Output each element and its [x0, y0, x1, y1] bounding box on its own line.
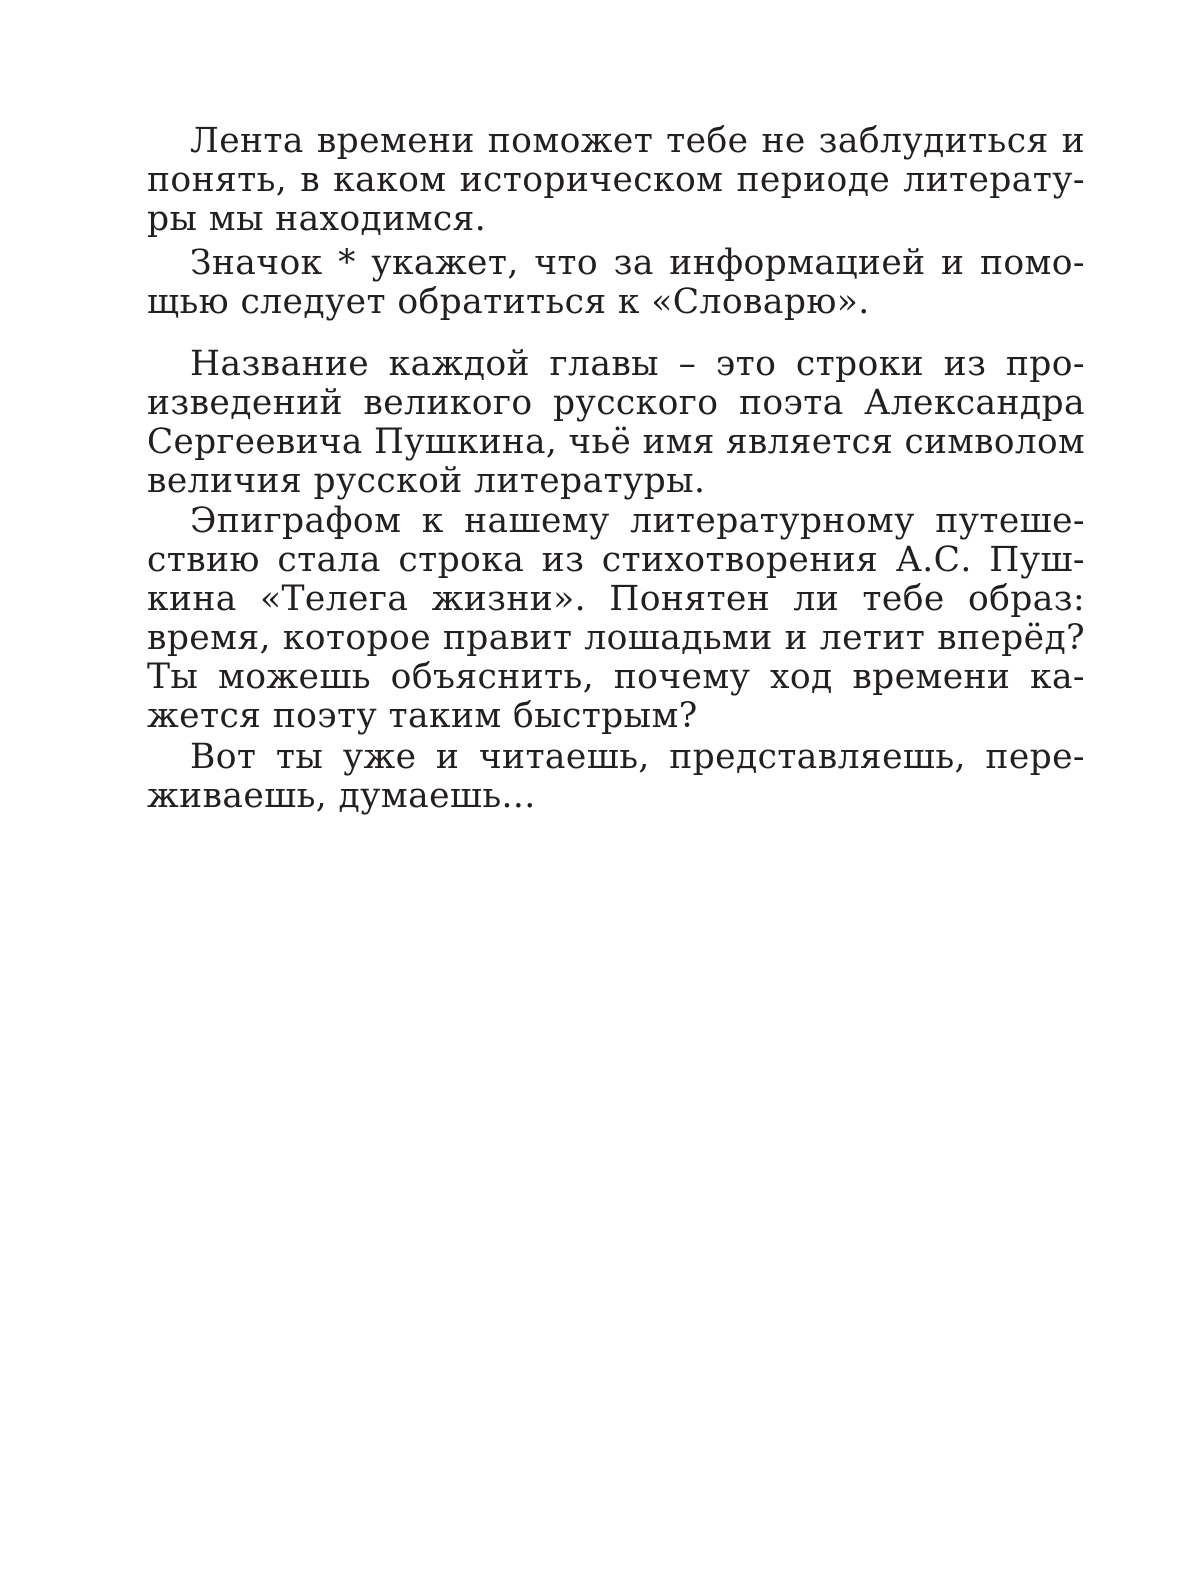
text-line: Вот ты уже и читаешь, представляешь, пере-: [190, 737, 1085, 777]
text-line: Название каждой главы – это строки из про-: [190, 344, 1085, 384]
text-line: жется поэту таким быстрым?: [147, 696, 698, 736]
text-line: Эпиграфом к нашему литературному путеше-: [190, 501, 1085, 541]
text-line: живаешь, думаешь...: [147, 776, 536, 816]
text-line: величия русской литературы.: [147, 461, 706, 501]
text-line: ры мы находимся.: [147, 199, 487, 239]
text-line: щью следует обратиться к «Словарю».: [147, 282, 870, 322]
text-line: Лента времени поможет тебе не заблудиться и: [190, 121, 1085, 161]
text-line: понять, в каком историческом периоде литерату-: [147, 160, 1085, 200]
paragraph-chapter-titles: [147, 345, 1085, 501]
text-line: кина «Телега жизни». Понятен ли тебе образ:: [147, 579, 1085, 619]
paragraph-epigraph: [147, 502, 1085, 736]
text-line: Ты можешь объяснить, почему ход времени ка-: [147, 657, 1085, 697]
paragraph-timeline: [147, 122, 1085, 239]
text-line: изведений великого русского поэта Александра: [147, 383, 1085, 423]
text-line: Значок * укажет, что за информацией и помо-: [190, 243, 1085, 283]
text-line: время, которое правит лошадьми и летит вперёд?: [147, 618, 1085, 658]
paragraph-asterisk-note: [147, 244, 1085, 322]
text-line: Сергеевича Пушкина, чьё имя является символом: [147, 422, 1085, 462]
text-line: ствию стала строка из стихотворения А.С. Пуш-: [147, 540, 1085, 580]
paragraph-closing: [147, 738, 1085, 816]
